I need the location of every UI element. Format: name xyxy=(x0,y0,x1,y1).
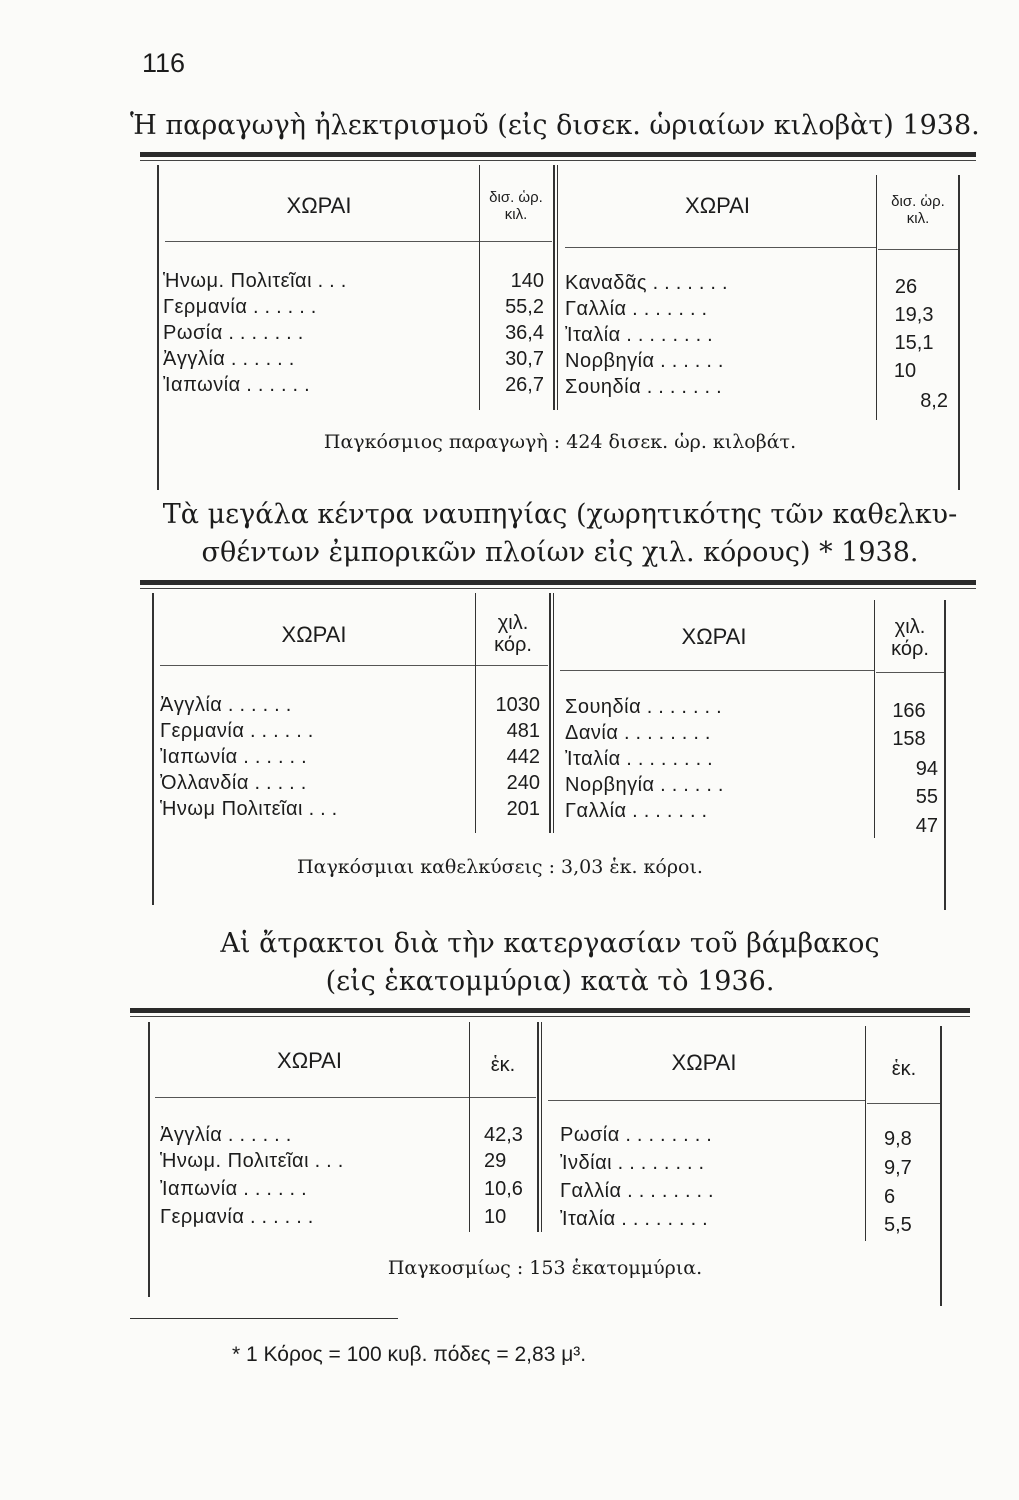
value-cell: 9,8 xyxy=(884,1128,912,1150)
table-1-divider-right xyxy=(876,175,877,420)
leader-dots: ........ xyxy=(617,1152,711,1174)
country-name: Δανία xyxy=(565,722,619,744)
table-row xyxy=(565,774,729,797)
table-row xyxy=(565,376,728,399)
table-2-unit-right xyxy=(876,616,944,660)
table-1-header-line xyxy=(480,241,552,242)
table-row xyxy=(560,1152,710,1175)
table-3-header-line xyxy=(548,1100,865,1101)
footnote-rule xyxy=(130,1318,398,1319)
value-cell: 201 xyxy=(506,798,540,820)
table-1-col-header-right: ΧΩΡΑΙ xyxy=(685,193,750,218)
table-2-header-line xyxy=(560,670,874,671)
value-cell: 6 xyxy=(884,1186,896,1208)
country-name: Ἰαπωνία xyxy=(160,1178,238,1200)
leader-dots: ...... xyxy=(660,774,730,796)
value-cell: 158 xyxy=(892,728,926,750)
country-name: Ἀγγλία xyxy=(160,1124,223,1146)
country-name: Νορβηγία xyxy=(565,774,655,796)
country-name: Καναδᾶς xyxy=(565,272,648,294)
table-row xyxy=(160,1206,319,1229)
value-cell: 140 xyxy=(510,270,544,292)
page-number: 116 xyxy=(142,48,186,78)
country-name: Γερμανία xyxy=(163,296,248,318)
table-3-title-line: (εἰς ἑκατομμύρια) κατὰ τὸ 1936. xyxy=(325,966,775,997)
table-1-header-line xyxy=(878,249,958,250)
table-3-col-header-left: ΧΩΡΑΙ xyxy=(277,1048,342,1073)
leader-dots: ...... xyxy=(249,1206,320,1228)
country-name: Γερμανία xyxy=(160,1206,245,1228)
table-1-header-line xyxy=(565,247,876,248)
value-cell: 240 xyxy=(506,772,540,794)
country-name: Σουηδία xyxy=(565,376,642,398)
table-2-right-border xyxy=(944,600,946,910)
leader-dots: ..... xyxy=(254,772,313,794)
leader-dots: ...... xyxy=(230,348,301,370)
country-name: Γερμανία xyxy=(160,720,245,742)
table-row xyxy=(160,798,343,821)
table-row xyxy=(160,1124,297,1147)
table-1-title xyxy=(130,107,990,145)
table-2-col-header-right: ΧΩΡΑΙ xyxy=(681,624,747,649)
leader-dots: ...... xyxy=(246,374,316,396)
table-row xyxy=(160,746,313,769)
country-name: Ἰαπωνία xyxy=(163,374,241,396)
country-name: Ὀλλανδία xyxy=(160,772,249,794)
value-cell: 1030 xyxy=(495,694,540,716)
country-name: Ἰταλία xyxy=(560,1208,616,1230)
table-row xyxy=(160,694,297,717)
leader-dots: ........ xyxy=(621,1208,714,1230)
leader-dots: ....... xyxy=(646,376,728,398)
table-1-mid-border-2 xyxy=(557,165,558,410)
table-row xyxy=(163,374,316,397)
leader-dots: ... xyxy=(317,270,353,292)
table-row xyxy=(163,296,322,319)
table-row xyxy=(565,324,719,347)
table-3-total: Παγκοσμίως : 153 ἑκατομμύρια. xyxy=(387,1257,703,1279)
country-name: Γαλλία xyxy=(565,298,627,320)
table-row xyxy=(565,298,713,321)
leader-dots: ...... xyxy=(243,1178,313,1200)
table-2-title xyxy=(150,496,970,572)
table-1-total: Παγκόσμιος παραγωγὴ : 424 δισεκ. ὡρ. κιλοβάτ. xyxy=(323,431,797,453)
country-name: Ἰταλία xyxy=(565,748,621,770)
unit-line: χιλ. xyxy=(497,612,529,634)
value-cell: 55 xyxy=(915,786,938,808)
leader-dots: ... xyxy=(308,798,344,820)
country-name: Ἰταλία xyxy=(565,324,621,346)
table-row xyxy=(560,1180,720,1203)
table-3-col-header-right: ΧΩΡΑΙ xyxy=(671,1050,737,1075)
country-name: Ἡνωμ. Πολιτεῖαι xyxy=(160,1150,310,1172)
country-name: Γαλλία xyxy=(560,1180,622,1202)
leader-dots: ...... xyxy=(249,720,320,742)
unit-line: δισ. ὡρ. xyxy=(891,193,945,210)
value-cell: 9,7 xyxy=(884,1157,912,1179)
table-row xyxy=(160,720,319,743)
leader-dots: ...... xyxy=(227,694,298,716)
table-row xyxy=(163,348,300,371)
table-row xyxy=(565,748,719,771)
leader-dots: ....... xyxy=(228,322,310,344)
table-row xyxy=(565,272,734,295)
leader-dots: ........ xyxy=(626,324,719,346)
table-1-left-border xyxy=(157,165,159,490)
table-3-mid-border xyxy=(537,1022,539,1232)
unit-line: κόρ. xyxy=(891,638,929,660)
table-1-title-line: Ἡ παραγωγὴ ἠλεκτρισμοῦ (εἰς δισεκ. ὡριαίων κιλοβὰτ) 1938. xyxy=(130,110,980,141)
table-row xyxy=(160,1150,349,1173)
table-1-mid-border xyxy=(553,165,555,410)
table-2-header-line xyxy=(160,665,475,666)
table-3-top-rule-thin xyxy=(130,1016,970,1017)
table-3-header-line xyxy=(867,1103,940,1104)
country-name: Ἡνωμ. Πολιτεῖαι xyxy=(163,270,313,292)
table-2-header-line xyxy=(876,672,944,673)
leader-dots: ....... xyxy=(652,272,734,294)
table-1-header-line xyxy=(165,241,479,242)
table-1-unit-right xyxy=(878,193,958,227)
table-2-divider-right xyxy=(874,600,875,838)
value-cell: 442 xyxy=(506,746,540,768)
value-cell: 94 xyxy=(915,758,938,780)
value-cell: 15,1 xyxy=(894,332,934,354)
value-cell: 166 xyxy=(892,700,926,722)
country-name: Ἡνωμ Πολιτεῖαι xyxy=(160,798,303,820)
value-cell: 55,2 xyxy=(505,296,544,318)
table-3-title xyxy=(140,925,960,1001)
table-row xyxy=(163,322,309,345)
table-2-col-header-left: ΧΩΡΑΙ xyxy=(281,622,347,647)
table-1-col-header-left: ΧΩΡΑΙ xyxy=(286,193,352,218)
table-2-total: Παγκόσμιαι καθελκύσεις : 3,03 ἑκ. κόροι. xyxy=(297,856,703,878)
leader-dots: ....... xyxy=(632,800,714,822)
table-3-unit-right: ἑκ. xyxy=(891,1058,917,1080)
country-name: Ἀγγλία xyxy=(160,694,223,716)
table-row xyxy=(560,1124,718,1147)
value-cell: 10 xyxy=(893,360,917,382)
leader-dots: ...... xyxy=(243,746,313,768)
table-2-title-line: σθέντων ἐμπορικῶν πλοίων εἰς χιλ. κόρους) * 1938. xyxy=(201,537,919,568)
country-name: Ρωσία xyxy=(163,322,223,344)
table-2-mid-border xyxy=(549,593,551,833)
value-cell: 26 xyxy=(894,276,918,298)
table-3-header-line xyxy=(470,1097,536,1098)
table-1-unit-left xyxy=(480,189,552,223)
country-name: Ρωσία xyxy=(560,1124,620,1146)
value-cell: 47 xyxy=(915,815,938,837)
leader-dots: ........ xyxy=(626,748,719,770)
table-row xyxy=(163,270,352,293)
value-cell: 26,7 xyxy=(505,374,544,396)
leader-dots: ...... xyxy=(660,350,730,372)
table-row xyxy=(565,800,713,823)
table-row xyxy=(565,722,716,745)
value-cell: 29 xyxy=(484,1150,507,1172)
leader-dots: ....... xyxy=(646,696,728,718)
table-3-left-border xyxy=(148,1022,150,1297)
table-3-divider-right xyxy=(865,1026,866,1241)
value-cell: 10,6 xyxy=(484,1178,523,1200)
unit-line: κιλ. xyxy=(906,210,930,227)
leader-dots: ........ xyxy=(624,722,717,744)
table-3-mid-border-2 xyxy=(541,1022,542,1232)
table-3-header-line xyxy=(155,1097,469,1098)
table-row xyxy=(160,772,312,795)
table-3-title-line: Αἱ ἄτρακτοι διὰ τὴν κατεργασίαν τοῦ βάμβακος xyxy=(220,928,880,959)
value-cell: 8,2 xyxy=(920,390,948,412)
country-name: Ἀγγλία xyxy=(163,348,226,370)
table-2-header-line xyxy=(476,665,548,666)
table-3-right-border xyxy=(940,1026,942,1306)
value-cell: 36,4 xyxy=(505,322,544,344)
leader-dots: ....... xyxy=(632,298,714,320)
leader-dots: ........ xyxy=(625,1124,718,1146)
country-name: Γαλλία xyxy=(565,800,627,822)
table-row xyxy=(560,1208,714,1231)
table-2-divider xyxy=(475,593,476,833)
value-cell: 5,5 xyxy=(884,1214,912,1236)
table-2-mid-border-2 xyxy=(553,593,554,833)
table-row xyxy=(565,350,729,373)
unit-line: χιλ. xyxy=(894,616,926,638)
country-name: Νορβηγία xyxy=(565,350,655,372)
table-2-top-rule xyxy=(140,580,976,585)
leader-dots: ........ xyxy=(627,1180,720,1202)
table-row xyxy=(160,1178,313,1201)
table-2-title-line: Τὰ μεγάλα κέντρα ναυπηγίας (χωρητικότης τῶν καθελκυ- xyxy=(162,499,958,530)
table-1-top-rule-thin xyxy=(140,160,976,161)
leader-dots: ...... xyxy=(252,296,323,318)
unit-line: κιλ. xyxy=(504,206,528,223)
country-name: Ἰνδίαι xyxy=(560,1152,613,1174)
table-2-unit-left xyxy=(477,612,549,656)
unit-line: δισ. ὡρ. xyxy=(489,189,543,206)
value-cell: 30,7 xyxy=(505,348,544,370)
value-cell: 481 xyxy=(506,720,540,742)
footnote: * 1 Κόρος = 100 κυβ. πόδες = 2,83 μ³. xyxy=(232,1343,587,1366)
leader-dots: ... xyxy=(314,1150,350,1172)
country-name: Σουηδία xyxy=(565,696,642,718)
value-cell: 10 xyxy=(484,1206,507,1228)
value-cell: 19,3 xyxy=(894,304,934,326)
table-2-top-rule-thin xyxy=(140,588,976,589)
leader-dots: ...... xyxy=(227,1124,298,1146)
table-3-top-rule xyxy=(130,1008,970,1013)
value-cell: 42,3 xyxy=(484,1124,523,1146)
table-row xyxy=(565,696,728,719)
table-3-unit-left: ἑκ. xyxy=(490,1054,516,1076)
table-1-top-rule xyxy=(140,152,976,157)
unit-line: κόρ. xyxy=(494,634,532,656)
country-name: Ἰαπωνία xyxy=(160,746,238,768)
